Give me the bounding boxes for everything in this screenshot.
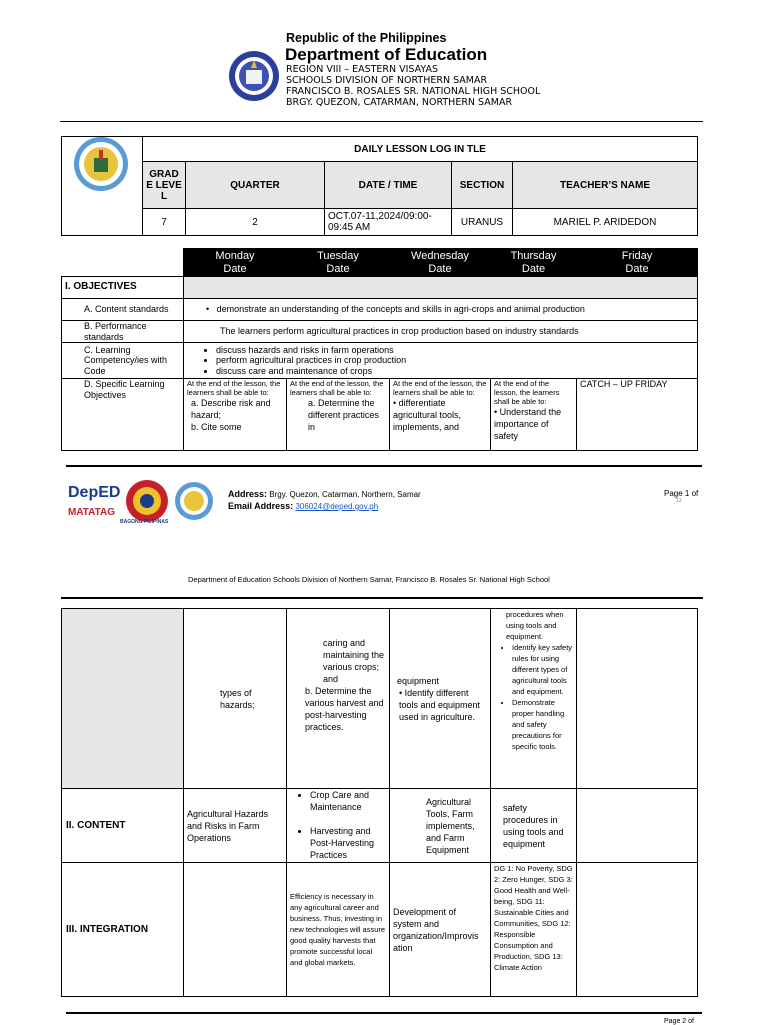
days-corner (62, 249, 184, 277)
page2-objectives-friday (577, 609, 698, 789)
content-standards-label: A. Content standards (62, 299, 184, 321)
page2-footer-divider (66, 1012, 702, 1014)
page-number-2: Page 2 of (664, 1018, 694, 1025)
deped-seal-logo (228, 50, 280, 102)
page2-header: Department of Education Schools Division of Northern Samar, Francisco B. Rosales Sr. National High School (188, 575, 550, 584)
page-number-1: Page 1 of (664, 489, 699, 498)
competency-item: • discuss hazards and risks in farm operations (216, 345, 694, 356)
grade-level-header: GRAD E LEVE L (143, 162, 186, 209)
info-logo-cell (62, 137, 143, 236)
matatag-logo-text: MATATAG (68, 507, 116, 518)
deped-logo-text: DepED (68, 484, 121, 501)
date-time-value: OCT.07-11,2024/09:00-09:45 AM (325, 209, 452, 236)
quarter-header: QUARTER (186, 162, 325, 209)
competency-item: • perform agricultural practices in crop production (216, 355, 694, 366)
integration-friday (577, 863, 698, 997)
info-table (61, 136, 698, 236)
header-divider (60, 121, 703, 122)
content-tuesday-item: • Harvesting and Post-Harvesting Practices (310, 825, 386, 861)
specific-objectives-label: D. Specific Learning Objectives (62, 379, 184, 451)
content-monday: Agricultural Hazards and Risks in Farm Operations (184, 789, 287, 863)
footer-divider (66, 465, 702, 467)
specific-objectives-wednesday: At the end of the lesson, the learners shall be able to: • differentiate agricultural tools, implements, and (390, 379, 491, 451)
bagong-pilipinas-logo (124, 478, 170, 524)
day-thursday: Thursday Date (491, 249, 577, 277)
info-title: DAILY LESSON LOG IN TLE (143, 137, 698, 162)
objectives-table (61, 248, 698, 451)
date-time-header: DATE / TIME (325, 162, 452, 209)
page2-objectives-tuesday: caring and maintaining the various crops; and b. Determine the various harvest and post-harvesting practices. (287, 609, 390, 789)
specific-objectives-tuesday: At the end of the lesson, the learners shall be able to: a. Determine the different practices in (287, 379, 390, 451)
department-title: Department of Education (285, 45, 488, 64)
content-tuesday (287, 789, 390, 863)
competency-item: • discuss care and maintenance of crops (216, 366, 694, 377)
integration-monday (184, 863, 287, 997)
integration-thursday: DG 1: No Poverty, SDG 2: Zero Hunger, SDG 3: Good Health and Well-being, SDG 11: Sustainable Cities and Communities, SDG 12: Responsible Consumption and Production, SDG 13: Climate Action (491, 863, 577, 997)
learning-competency-label: C. Learning Competency/ies with Code (62, 343, 184, 379)
page2-objectives-thursday: procedures when using tools and equipment. • Identify key safety rules for using different types of agricultural tools and equipment. • Demonstrate proper handling and safety precautions for specific tools. (491, 609, 577, 789)
teacher-name-header: TEACHER’S NAME (513, 162, 698, 209)
content-label: II. CONTENT (62, 789, 184, 863)
content-tuesday-item: • Crop Care and Maintenance (310, 789, 386, 813)
bagong-pilipinas-text: BAGONG PILIPINAS (120, 519, 169, 525)
section-header: SECTION (452, 162, 513, 209)
content-friday (577, 789, 698, 863)
integration-label: III. INTEGRATION (62, 863, 184, 997)
content-wednesday: Agricultural Tools, Farm implements, and Farm Equipment (390, 789, 491, 863)
republic-title: Republic of the Philippines (286, 31, 447, 45)
day-friday: Friday Date (577, 249, 698, 277)
header-line-4: BRGY. QUEZON, CATARMAN, NORTHERN SAMAR (286, 97, 513, 108)
day-monday: Monday Date (184, 249, 287, 277)
header-line-1: REGION VIII – EASTERN VISAYAS (286, 64, 438, 75)
header-line-3: FRANCISCO B. ROSALES SR. NATIONAL HIGH SCHOOL (286, 86, 541, 97)
grade-level-value: 7 (143, 209, 186, 236)
integration-wednesday: Development of system and organization/Improvis ation (390, 863, 491, 997)
specific-objectives-friday: CATCH – UP FRIDAY (577, 379, 698, 451)
objectives-heading: I. OBJECTIVES (62, 277, 184, 299)
specific-objectives-thursday: At the end of the lesson, the learners shall be able to: • Understand the importance of safety (491, 379, 577, 451)
section-value: URANUS (452, 209, 513, 236)
specific-objectives-monday: At the end of the lesson, the learners shall be able to: a. Describe risk and hazard; b. Cite some (184, 379, 287, 451)
integration-tuesday: Efficiency is necessary in any agricultural career and business. Thus, investing in new technologies will assure good quality harvests that promote successful local and global markets. (287, 863, 390, 997)
performance-standards-text: The learners perform agricultural practices in crop production based on industry standards (184, 321, 698, 343)
header-line-2: SCHOOLS DIVISION OF NORTHERN SAMAR (286, 75, 488, 86)
performance-standards-label: B. Performance standards (62, 321, 184, 343)
footer-address: Address: Brgy. Quezon, Catarman, Northern, Samar (228, 489, 421, 499)
thursday-objective-item: • Identify key safety rules for using different types of agricultural tools and equipment. (512, 642, 573, 697)
page2-objectives-wednesday: equipment • Identify different tools and equipment used in agriculture. (390, 609, 491, 789)
page2-objectives-monday: types of hazards; (184, 609, 287, 789)
page2-table (61, 608, 698, 997)
page-number-1-total: 13 (676, 498, 682, 504)
quarter-value: 2 (186, 209, 325, 236)
footer-email: Email Address: 306024@deped.gov.ph (228, 501, 379, 511)
content-thursday: safety procedures in using tools and equipment (491, 789, 577, 863)
email-link[interactable]: 306024@deped.gov.ph (295, 502, 379, 511)
day-wednesday: Wednesday Date (390, 249, 491, 277)
content-standards-text: • demonstrate an understanding of the concepts and skills in agri-crops and animal production (184, 299, 698, 321)
thursday-objective-item: • Demonstrate proper handling and safety precautions for specific tools. (512, 697, 573, 752)
page2-header-divider (61, 597, 703, 599)
page2-objectives-label-cell (62, 609, 184, 789)
teacher-name-value: MARIEL P. ARIDEDON (513, 209, 698, 236)
objectives-heading-fill (184, 277, 698, 299)
day-tuesday: Tuesday Date (287, 249, 390, 277)
school-seal-footer (174, 481, 214, 521)
learning-competency-list (184, 343, 698, 379)
